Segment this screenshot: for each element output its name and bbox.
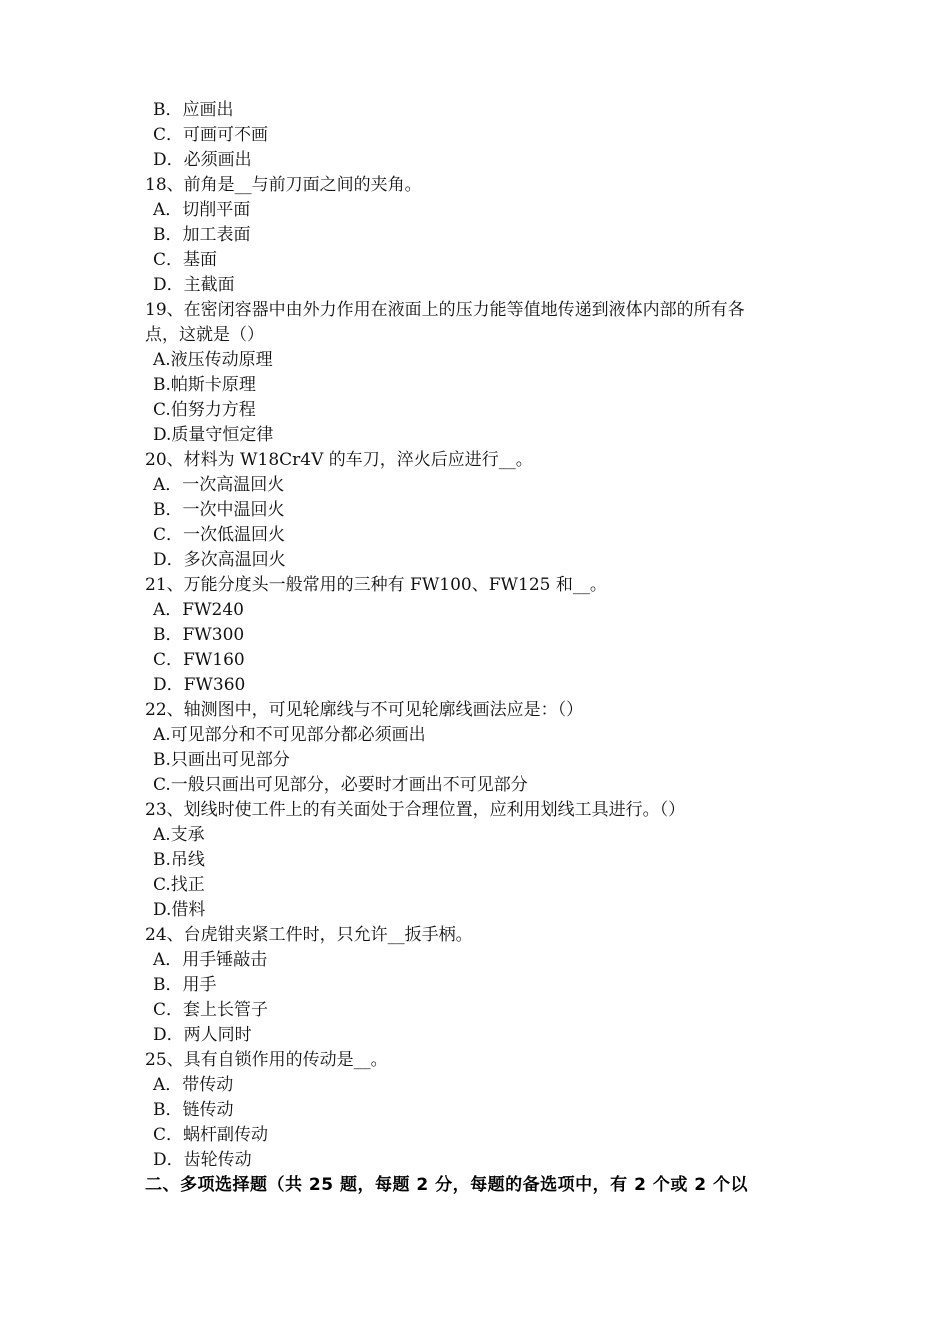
answer-option: D．齿轮传动 bbox=[153, 1150, 252, 1170]
answer-option: B．加工表面 bbox=[153, 225, 251, 245]
question-list bbox=[145, 98, 815, 1173]
answer-option: A.液压传动原理 bbox=[153, 350, 273, 370]
section-heading: 二、多项选择题（共 25 题，每题 2 分，每题的备选项中，有 2 个或 2 个以 bbox=[145, 1175, 748, 1195]
answer-option: D.质量守恒定律 bbox=[153, 425, 274, 445]
answer-option: B．链传动 bbox=[153, 1100, 234, 1120]
answer-option: C.一般只画出可见部分，必要时才画出不可见部分 bbox=[153, 775, 528, 795]
page-content bbox=[145, 98, 815, 1198]
answer-option: C．基面 bbox=[153, 250, 218, 270]
answer-option: D．必须画出 bbox=[153, 150, 252, 170]
answer-option: C．套上长管子 bbox=[153, 1000, 269, 1020]
answer-option: D．两人同时 bbox=[153, 1025, 252, 1045]
answer-option: A．用手锤敲击 bbox=[153, 950, 268, 970]
question-text: 23、划线时使工件上的有关面处于合理位置，应利用划线工具进行。（） bbox=[145, 800, 686, 820]
question-text: 24、台虎钳夹紧工件时，只允许__扳手柄。 bbox=[145, 925, 473, 945]
answer-option: A.可见部分和不可见部分都必须画出 bbox=[153, 725, 426, 745]
answer-option: C.找正 bbox=[153, 875, 205, 895]
answer-option: A．一次高温回火 bbox=[153, 475, 285, 495]
answer-option: B．一次中温回火 bbox=[153, 500, 285, 520]
answer-option: A.支承 bbox=[153, 825, 205, 845]
question-text: 18、前角是__与前刀面之间的夹角。 bbox=[145, 175, 422, 195]
answer-option: B.只画出可见部分 bbox=[153, 750, 290, 770]
answer-option: C．一次低温回火 bbox=[153, 525, 286, 545]
answer-option: A．FW240 bbox=[153, 600, 244, 620]
question-text: 21、万能分度头一般常用的三种有 FW100、FW125 和__。 bbox=[145, 575, 607, 595]
answer-option: C．FW160 bbox=[153, 650, 245, 670]
answer-option: C.伯努力方程 bbox=[153, 400, 256, 420]
answer-option: D．FW360 bbox=[153, 675, 246, 695]
answer-option: B．用手 bbox=[153, 975, 217, 995]
question-text: 19、在密闭容器中由外力作用在液面上的压力能等值地传递到液体内部的所有各 bbox=[145, 300, 745, 320]
question-text: 20、材料为 W18Cr4V 的车刀，淬火后应进行__。 bbox=[145, 450, 533, 470]
answer-option: D．多次高温回火 bbox=[153, 550, 286, 570]
question-text: 25、具有自锁作用的传动是__。 bbox=[145, 1050, 388, 1070]
answer-option: B．FW300 bbox=[153, 625, 245, 645]
answer-option: C．可画可不画 bbox=[153, 125, 269, 145]
answer-option: A．带传动 bbox=[153, 1075, 234, 1095]
answer-option: B.吊线 bbox=[153, 850, 205, 870]
question-text: 点，这就是（） bbox=[145, 325, 264, 345]
answer-option: B.帕斯卡原理 bbox=[153, 375, 256, 395]
answer-option: A．切削平面 bbox=[153, 200, 251, 220]
answer-option: B．应画出 bbox=[153, 100, 234, 120]
question-text: 22、轴测图中，可见轮廓线与不可见轮廓线画法应是：（） bbox=[145, 700, 584, 720]
answer-option: D．主截面 bbox=[153, 275, 235, 295]
answer-option: D.借料 bbox=[153, 900, 206, 920]
answer-option: C．蜗杆副传动 bbox=[153, 1125, 269, 1145]
